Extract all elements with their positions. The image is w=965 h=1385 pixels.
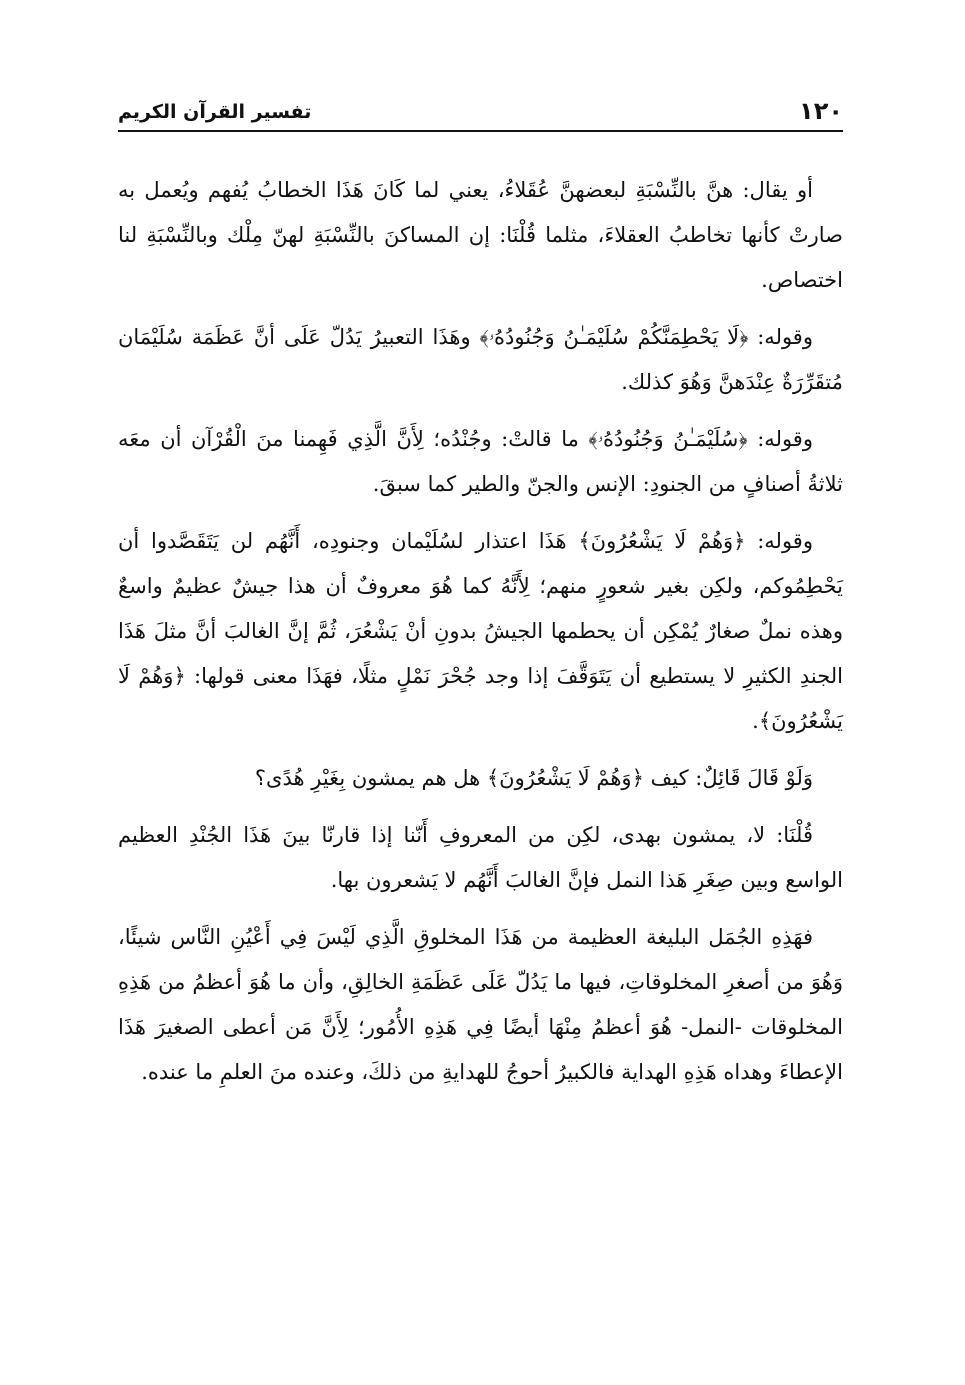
paragraph-6: قُلْنَا: لا، يمشون بهدى، لكِن من المعروفِ أَنّنا إذا قارنّا بينَ هَذَا الجُنْدِ العظيم الواسع وبين صِغَرِ هَذا النمل فإنَّ الغالبَ أَنَّهُم لا يَشعرون بها. bbox=[118, 823, 843, 892]
page-number: ١٢٠ bbox=[799, 97, 843, 125]
page-body bbox=[118, 168, 843, 1107]
paragraph-3: وقوله: ﴿سُلَيْمَـٰنُ وَجُنُودُهُۥ﴾ ما قالتْ: وجُنْدُه؛ لِأَنَّ الَّذِي فَهِمنا منَ الْقُرْآن أن معَه ثلاثةُ أصنافٍ من الجنودِ: الإنس والجنّ والطير كما سبقَ. bbox=[118, 427, 843, 496]
paragraph-4: وقوله: ﴿وَهُمْ لَا يَشْعُرُونَ﴾ هَذَا اعتذار لسُلَيْمان وجنودِه، أَنَّهُم لن يَتَقَصَّدوا أن يَحْطِمُوكم، ولكِن بغير شعورٍ منهم؛ لِأَنَّهُ كما هُوَ معروفٌ أن هذا جيشٌ عظيمٌ واسعٌ وهذه نملٌ صغارٌ يُمْكِن أن يحطمها الجيشُ بدونِ أنْ يَشْعُرَ، ثُمَّ إنَّ الغالبَ أنَّ مثلَ هَذَا الجندِ الكثيرِ لا يستطيع أن يَتَوَقَّفَ إذا وجد جُحْرَ نَمْلٍ مثلًا، فهَذَا معنى قولها: ﴿وَهُمْ لَا يَشْعُرُونَ﴾. bbox=[118, 529, 843, 733]
paragraph-2: وقوله: ﴿لَا يَحْطِمَنَّكُمْ سُلَيْمَـٰنُ وَجُنُودُهُۥ﴾ وهَذَا التعبيرُ يَدُلّ عَلَى أنَّ عَظَمَة سُلَيْمَان مُتقَرِّرَةٌ عِنْدَهنَّ وَهُوَ كذلك. bbox=[118, 325, 843, 394]
page-header bbox=[118, 96, 843, 132]
header-divider bbox=[118, 130, 843, 132]
paragraph-7: فهَذِهِ الجُمَل البليغة العظيمة من هَذَا المخلوقِ الَّذِي لَيْسَ فِي أَعْيُنِ النَّاس شيئًا، وَهُوَ من أصغرِ المخلوقاتِ، فيها ما يَدُلّ عَلَى عَظَمَةِ الخالِقِ، وأن ما هُوَ أعظمُ من هَذِهِ المخلوقات -النمل- هُوَ أعظمُ مِنْهَا أيضًا فِي هَذِهِ الأُمُور؛ لِأَنَّ مَن أعطى الصغيرَ هَذَا الإعطاءَ وهداه هَذِهِ الهداية فالكبيرُ أحوجُ للهدايةِ من ذلكَ، وعنده منَ العلمِ ما عنده. bbox=[118, 925, 843, 1084]
paragraph-1: أو يقال: هنَّ بالنِّسْبَةِ لبعضهنَّ عُقَلاءُ، يعني لما كَانَ هَذَا الخطابُ يُفهم ويُعمل به صارتْ كأنها تخاطبُ العقلاءَ، مثلما قُلْنَا: إن المساكنَ بالنِّسْبَةِ لهنّ مِلْك وبالنِّسْبَةِ لنا اختصاص. bbox=[118, 178, 843, 292]
paragraph-5: وَلَوْ قَالَ قَائِلٌ: كيف ﴿وَهُمْ لَا يَشْعُرُونَ﴾ هل هم يمشون بِغَيْرِ هُدًى؟ bbox=[254, 766, 813, 790]
book-title: تفسير القرآن الكريم bbox=[118, 101, 312, 123]
